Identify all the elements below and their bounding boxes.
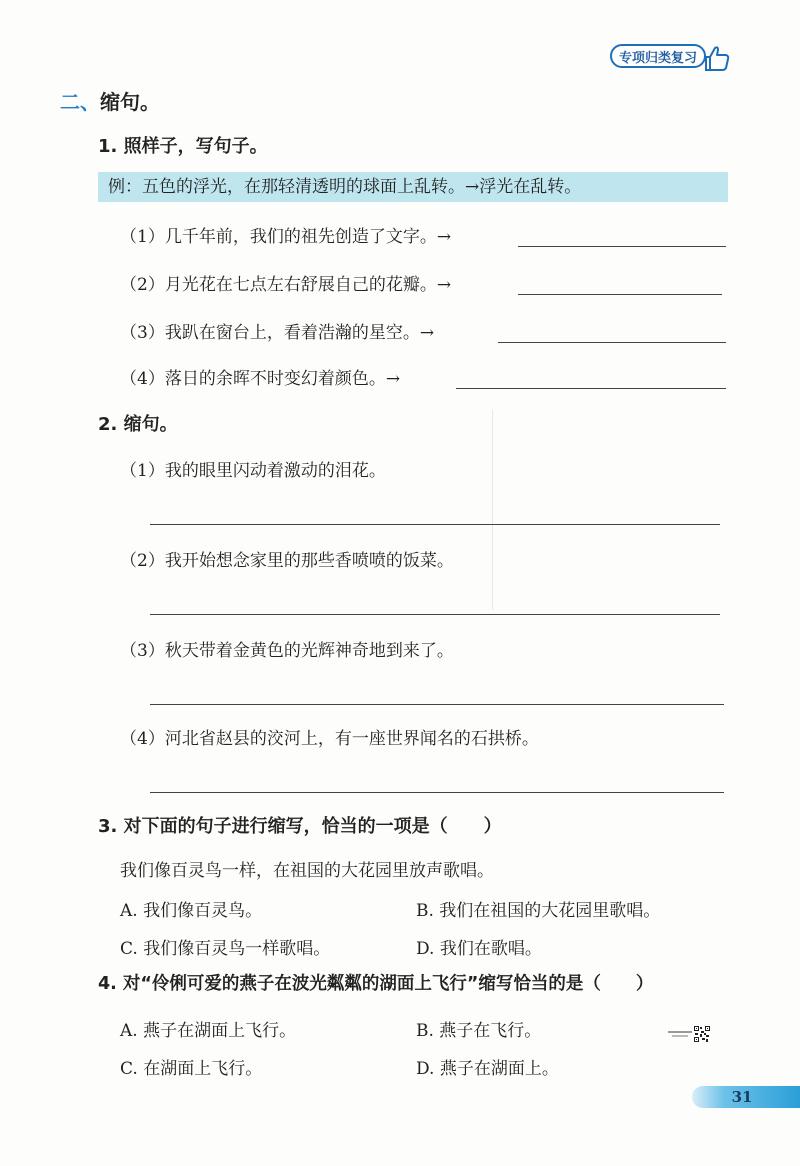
q1-title: 1. 照样子，写句子。 xyxy=(98,136,268,157)
q3-title: 3. 对下面的句子进行缩写，恰当的一项是（ ） xyxy=(98,816,502,837)
q3-sentence: 我们像百灵鸟一样，在祖国的大花园里放声歌唱。 xyxy=(120,861,494,881)
q3-option-b[interactable]: B. 我们在祖国的大花园里歌唱。 xyxy=(416,901,661,921)
q1-answer-line-3[interactable] xyxy=(498,342,726,343)
q4-option-b[interactable]: B. 燕子在飞行。 xyxy=(416,1021,542,1041)
q4-option-d[interactable]: D. 燕子在湖面上。 xyxy=(416,1059,559,1079)
q3-option-c[interactable]: C. 我们像百灵鸟一样歌唱。 xyxy=(120,939,331,959)
section-heading xyxy=(60,86,160,115)
q4-option-c[interactable]: C. 在湖面上飞行。 xyxy=(120,1059,263,1079)
section-number: 二、 xyxy=(60,90,100,114)
thumbs-up-icon xyxy=(704,44,730,72)
q2-item-3: （3）秋天带着金黄色的光辉神奇地到来了。 xyxy=(120,641,454,661)
q1-item-4: （4）落日的余晖不时变幻着颜色。→ xyxy=(120,369,401,389)
qr-code-icon[interactable] xyxy=(694,1026,710,1042)
q2-item-2: （2）我开始想念家里的那些香喷喷的饭菜。 xyxy=(120,551,454,571)
qr-caption-icon xyxy=(668,1030,692,1038)
q1-example: 例：五色的浮光，在那轻清透明的球面上乱转。→浮光在乱转。 xyxy=(98,172,728,202)
q2-item-4: （4）河北省赵县的洨河上，有一座世界闻名的石拱桥。 xyxy=(120,729,539,749)
q2-answer-line-1[interactable] xyxy=(150,524,720,525)
q3-option-a[interactable]: A. 我们像百灵鸟。 xyxy=(120,901,263,921)
q1-answer-line-4[interactable] xyxy=(456,388,726,389)
section-badge: 专项归类复习 xyxy=(610,44,706,68)
q4-title: 4. 对“伶俐可爱的燕子在波光粼粼的湖面上飞行”缩写恰当的是（ ） xyxy=(98,974,654,994)
page-number: 31 xyxy=(731,1088,753,1106)
q1-item-2: （2）月光花在七点左右舒展自己的花瓣。→ xyxy=(120,275,452,295)
q2-answer-line-4[interactable] xyxy=(150,792,724,793)
q1-answer-line-2[interactable] xyxy=(518,294,722,295)
q1-answer-line-1[interactable] xyxy=(518,246,726,247)
section-title: 缩句。 xyxy=(100,90,160,114)
page-fold-shadow xyxy=(492,410,493,610)
q3-option-d[interactable]: D. 我们在歌唱。 xyxy=(416,939,542,959)
q4-option-a[interactable]: A. 燕子在湖面上飞行。 xyxy=(120,1021,297,1041)
q2-item-1: （1）我的眼里闪动着激动的泪花。 xyxy=(120,461,386,481)
q2-answer-line-3[interactable] xyxy=(150,704,724,705)
q1-item-1: （1）几千年前，我们的祖先创造了文字。→ xyxy=(120,227,452,247)
q1-item-3: （3）我趴在窗台上，看着浩瀚的星空。→ xyxy=(120,323,435,343)
q2-answer-line-2[interactable] xyxy=(150,614,720,615)
q2-title: 2. 缩句。 xyxy=(98,414,178,435)
